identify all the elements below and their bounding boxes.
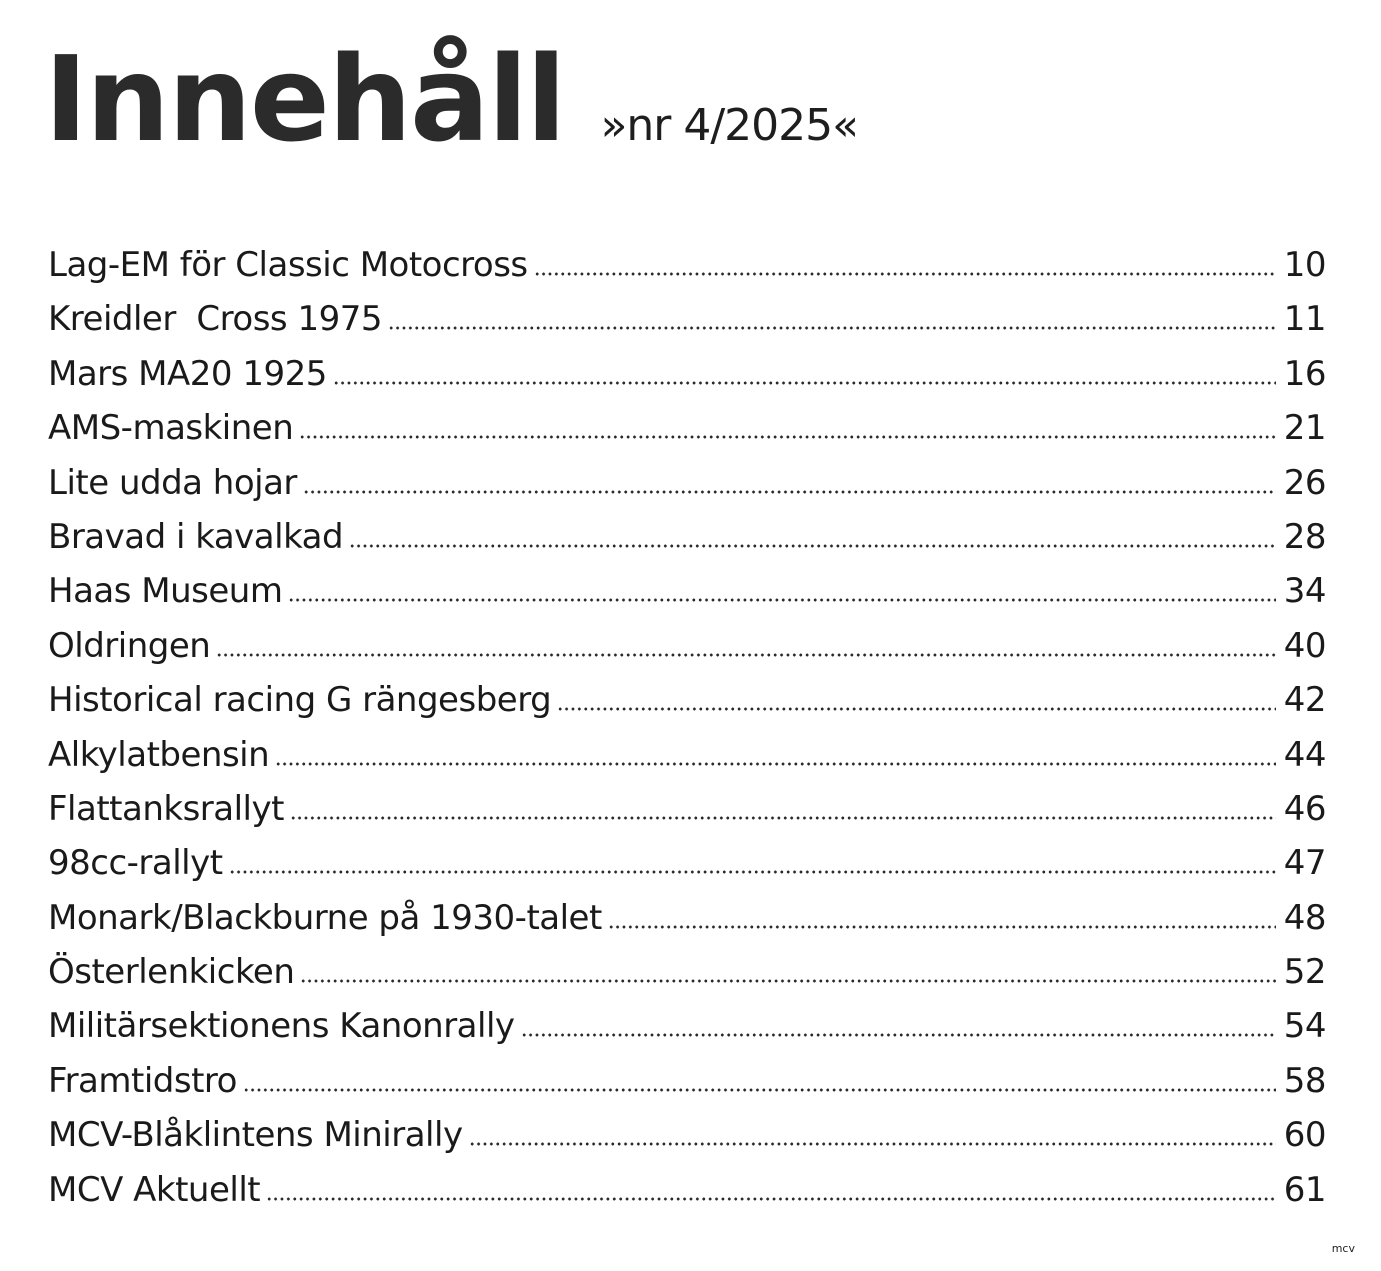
dot-leader [521,1030,1276,1040]
toc-row [48,619,1326,673]
dot-leader [216,650,1276,660]
toc-item-title: MCV-Blåklintens Minirally [48,1115,463,1156]
toc-item-page: 54 [1283,1006,1326,1047]
dot-leader [229,867,1276,877]
toc-item-page: 46 [1283,788,1326,829]
toc-item-page: 26 [1283,462,1326,503]
toc-item-title: 98cc-rallyt [48,843,223,884]
toc-row [48,1108,1326,1162]
toc-item-page: 16 [1283,353,1326,394]
issue-number: »nr 4/2025« [600,100,859,151]
table-of-contents [48,238,1326,1217]
toc-item-title: Oldringen [48,625,211,666]
dot-leader [275,759,1276,769]
toc-row [48,1054,1326,1108]
toc-row [48,510,1326,564]
toc-row [48,347,1326,401]
toc-item-title: Haas Museum [48,571,283,612]
toc-row [48,728,1326,782]
toc-item-page: 47 [1283,843,1326,884]
toc-item-page: 34 [1283,571,1326,612]
dot-leader [266,1194,1276,1204]
toc-item-title: Bravad i kavalkad [48,516,344,557]
toc-item-title: Militärsektionens Kanonrally [48,1006,515,1047]
toc-item-page: 48 [1283,897,1326,938]
toc-item-title: Framtidstro [48,1060,237,1101]
toc-item-page: 10 [1283,245,1326,285]
toc-row [48,564,1326,618]
toc-item-page: 40 [1283,625,1326,666]
toc-item-title: Historical racing G rängesberg [48,680,552,721]
toc-row [48,999,1326,1053]
toc-row [48,401,1326,455]
toc-item-page: 21 [1283,408,1326,449]
toc-row [48,456,1326,510]
toc-row [48,836,1326,890]
toc-row [48,891,1326,945]
toc-item-title: Kreidler Cross 1975 [48,299,382,340]
dot-leader [469,1139,1276,1149]
toc-row [48,945,1326,999]
toc-item-page: 44 [1283,734,1326,775]
dot-leader [300,976,1276,986]
toc-item-page: 58 [1283,1060,1326,1101]
dot-leader [299,432,1276,442]
toc-item-page: 61 [1283,1169,1326,1210]
dot-leader [388,323,1276,333]
dot-leader [303,487,1276,497]
dot-leader [290,813,1276,823]
dot-leader [608,922,1276,932]
toc-item-title: MCV Aktuellt [48,1169,261,1210]
toc-item-page: 42 [1283,680,1326,721]
toc-item-title: AMS-maskinen [48,408,294,449]
dot-leader [288,595,1276,605]
toc-item-page: 28 [1283,516,1326,557]
toc-item-title: Österlenkicken [48,952,295,993]
toc-row [48,292,1326,346]
dot-leader [243,1085,1276,1095]
toc-row [48,238,1326,292]
dot-leader [534,269,1276,279]
toc-item-title: Lite udda hojar [48,462,297,503]
toc-item-title: Flattanksrallyt [48,788,284,829]
dot-leader [333,378,1276,388]
dot-leader [557,704,1276,714]
toc-item-page: 60 [1283,1115,1326,1156]
toc-row [48,1163,1326,1217]
toc-item-title: Monark/Blackburne på 1930-talet [48,897,602,938]
toc-item-page: 52 [1283,952,1326,993]
toc-item-title: Mars MA20 1925 [48,353,327,394]
toc-item-page: 11 [1283,299,1326,340]
header [44,30,859,168]
toc-item-title: Lag-EM för Classic Motocross [48,245,528,285]
dot-leader [349,541,1276,551]
toc-row [48,673,1326,727]
toc-item-title: Alkylatbensin [48,734,270,775]
footer-tag: mcv [1331,1242,1355,1255]
page-title: Innehåll [44,30,565,168]
toc-row [48,782,1326,836]
